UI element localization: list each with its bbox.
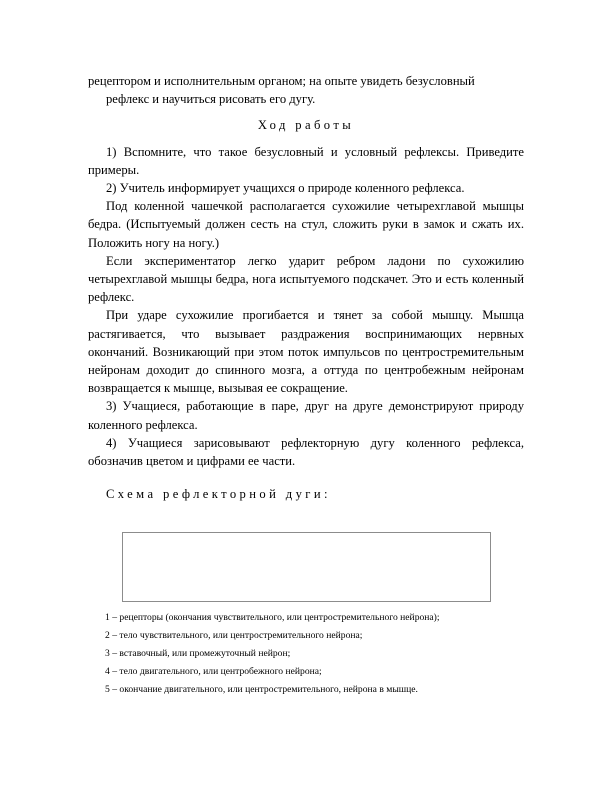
paragraph-knee-tendon: Под коленной чашечкой располагается сухожилие четырехглавой мышцы бедра. (Испытуемый должен сесть на стул, сложить руки в замок и сжать их. Положить ногу на ногу.) [88,199,524,250]
paragraph-mechanism: При ударе сухожилие прогибается и тянет за собой мышцу. Мышца растягивается, что вызывает раздражения воспринимающих нервных окончаний. Возникающий при этом поток импульсов по центростремительным нейронам доходит до спинного мозга, а оттуда по центробежным нейронам возвращается к мышце, вызывая ее сокращение. [88,308,524,396]
scheme-legend [105,612,545,702]
intro-line-2: рефлекс и научиться рисовать его дугу. [106,92,316,107]
paragraph-strike: Если экспериментатор легко ударит ребром ладони по сухожилию четырехглавой мышцы бедра, нога испытуемого подскачет. Это и есть коленный рефлекс. [88,253,524,305]
document-body [88,72,524,503]
step-3: 3) Учащиеся, работающие в паре, друг на друге демонстрируют природу коленного рефлекса. [88,399,524,432]
legend-item: 3 – вставочный, или промежуточный нейрон; [105,648,291,659]
step-2: 2) Учитель информирует учащихся о природе коленного рефлекса. [106,181,465,196]
scheme-drawing-box [122,532,491,602]
intro-line-1: рецептором и исполнительным органом; на опыте увидеть безусловный [88,74,475,88]
legend-item: 5 – окончание двигательного, или центростремительного, нейрона в мышце. [105,684,418,695]
legend-item: 2 – тело чувствительного, или центростремительного нейрона; [105,630,363,641]
legend-item: 1 – рецепторы (окончания чувствительного, или центростремительного нейрона); [105,612,440,623]
scheme-title: Схема рефлекторной дуги: [106,487,331,502]
legend-item: 4 – тело двигательного, или центробежного нейрона; [105,666,322,677]
step-1: 1) Вспомните, что такое безусловный и условный рефлексы. Приведите примеры. [88,144,524,177]
step-4: 4) Учащиеся зарисовывают рефлекторную дугу коленного рефлекса, обозначив цветом и цифрами ее части. [88,435,524,469]
section-heading: Ход работы [257,118,355,133]
